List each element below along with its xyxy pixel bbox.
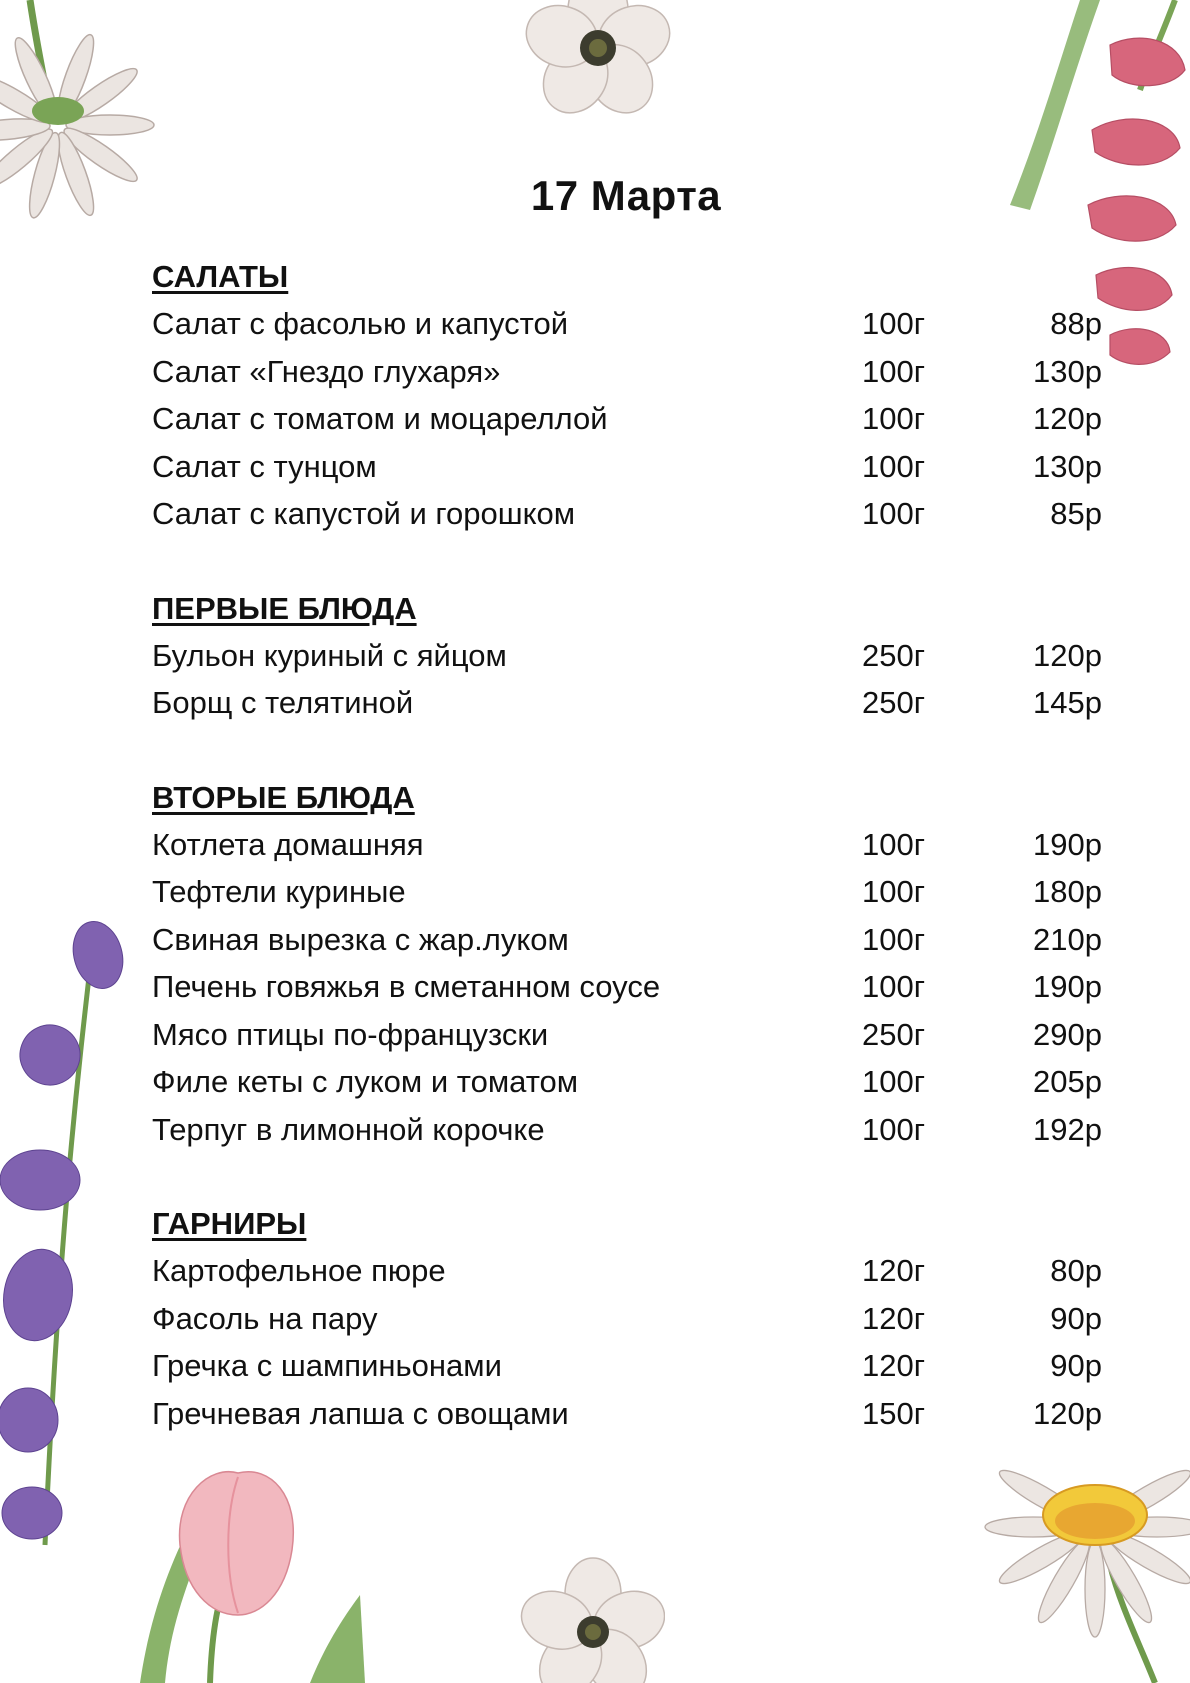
page-title: 17 Марта [530, 172, 722, 219]
dish-name: Фасоль на пару [152, 1300, 378, 1336]
dish-price: 130р [1033, 448, 1102, 484]
menu-item-row [152, 1390, 1102, 1438]
menu-item-row [152, 1106, 1102, 1154]
dish-weight: 250г [862, 685, 926, 720]
dish-name: Филе кеты с луком и томатом [152, 1064, 579, 1099]
dish-name: Гречка с шампиньонами [152, 1348, 502, 1383]
dish-weight: 100г [862, 826, 926, 862]
dish-price: 180р [1033, 874, 1102, 909]
lavender-sprig-icon [0, 915, 150, 1555]
dish-weight: 100г [862, 1111, 926, 1147]
white-anemone-icon [512, 0, 682, 150]
dish-name: Борщ с телятиной [152, 685, 414, 720]
dish-name: Салат с фасолью и капустой [152, 306, 569, 341]
dish-price: 120р [1033, 401, 1102, 436]
menu-item-row [152, 395, 1102, 443]
menu-item-row [152, 679, 1102, 727]
dish-weight: 100г [862, 874, 926, 909]
menu-item-row [152, 300, 1102, 348]
dish-name: Тефтели куриные [152, 874, 406, 909]
menu-item-row [152, 490, 1102, 538]
menu-item-row [152, 1058, 1102, 1106]
menu-item-row [152, 632, 1102, 680]
dish-weight: 120г [862, 1348, 926, 1383]
menu-list [152, 254, 1102, 1485]
dish-price: 145р [1033, 685, 1102, 720]
dish-weight: 250г [862, 637, 926, 673]
dish-price: 120р [1033, 1395, 1102, 1431]
dish-weight: 100г [862, 353, 926, 389]
pink-tulip-icon [60, 1465, 370, 1683]
dish-price: 90р [1050, 1348, 1102, 1383]
dish-price: 88р [1050, 306, 1102, 341]
dish-weight: 100г [862, 306, 926, 341]
menu-item-row [152, 916, 1102, 964]
menu-item-row [152, 1295, 1102, 1343]
dish-weight: 150г [862, 1395, 926, 1431]
dish-name: Печень говяжья в сметанном соусе [152, 969, 661, 1004]
dish-weight: 100г [862, 401, 926, 436]
menu-item-row [152, 1247, 1102, 1295]
dish-price: 192р [1033, 1111, 1102, 1147]
dish-name: Салат с томатом и моцареллой [152, 401, 608, 436]
menu-section [152, 775, 1102, 1154]
dish-price: 85р [1050, 496, 1102, 531]
menu-item-row [152, 963, 1102, 1011]
section-heading: ПЕРВЫЕ БЛЮДА [152, 590, 417, 626]
menu-item-row [152, 1342, 1102, 1390]
daisy-flower-icon [0, 0, 200, 260]
menu-item-row [152, 348, 1102, 396]
dish-weight: 100г [862, 1064, 926, 1099]
dish-name: Салат «Гнездо глухаря» [152, 353, 501, 389]
dish-name: Салат с тунцом [152, 448, 377, 484]
menu-item-row [152, 443, 1102, 491]
dish-name: Свиная вырезка с жар.луком [152, 921, 569, 957]
dish-price: 290р [1033, 1016, 1102, 1052]
dish-price: 205р [1033, 1064, 1102, 1099]
white-anemone-icon [515, 1540, 665, 1683]
menu-item-row [152, 821, 1102, 869]
dish-price: 120р [1033, 637, 1102, 673]
dish-price: 210р [1033, 921, 1102, 957]
dish-weight: 120г [862, 1253, 926, 1288]
section-heading: САЛАТЫ [152, 259, 289, 294]
menu-section [152, 586, 1102, 727]
dish-name: Картофельное пюре [152, 1253, 446, 1288]
menu-item-row [152, 868, 1102, 916]
dish-name: Терпуг в лимонной корочке [152, 1111, 545, 1147]
dish-weight: 120г [862, 1300, 926, 1336]
menu-section [152, 254, 1102, 538]
dish-price: 130р [1033, 353, 1102, 389]
dish-name: Мясо птицы по-французски [152, 1016, 549, 1052]
dish-price: 80р [1050, 1253, 1102, 1288]
chamomile-icon [945, 1455, 1190, 1683]
menu-item-row [152, 1011, 1102, 1059]
dish-weight: 100г [862, 496, 926, 531]
dish-weight: 250г [862, 1016, 926, 1052]
dish-price: 90р [1050, 1300, 1102, 1336]
dish-name: Бульон куриный с яйцом [152, 637, 507, 673]
dish-name: Салат с капустой и горошком [152, 496, 576, 531]
dish-price: 190р [1033, 826, 1102, 862]
menu-section [152, 1201, 1102, 1437]
dish-weight: 100г [862, 448, 926, 484]
dish-price: 190р [1033, 969, 1102, 1004]
dish-name: Гречневая лапша с овощами [152, 1395, 569, 1431]
section-heading: ВТОРЫЕ БЛЮДА [152, 779, 415, 815]
dish-weight: 100г [862, 969, 926, 1004]
section-heading: ГАРНИРЫ [152, 1206, 307, 1241]
dish-weight: 100г [862, 921, 926, 957]
dish-name: Котлета домашняя [152, 826, 424, 862]
